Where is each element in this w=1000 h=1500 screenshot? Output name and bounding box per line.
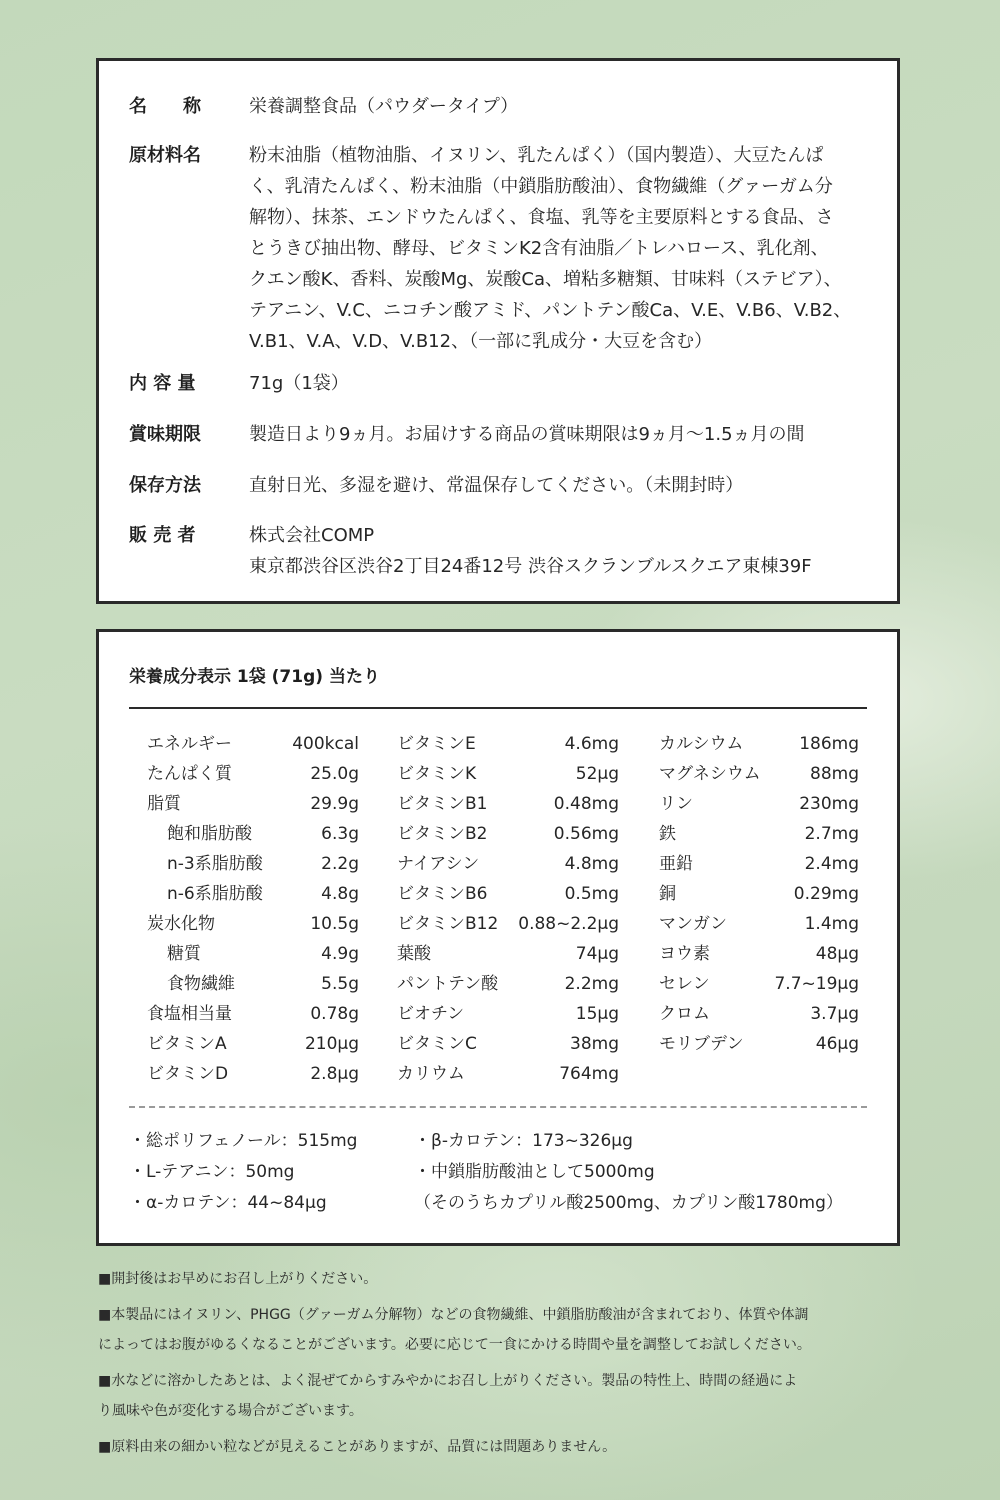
note-line: によってはお腹がゆるくなることがございます。必要に応じて一食にかける時間や量を調整してお試しください。 <box>98 1337 811 1353</box>
nutrient-name: ビタミンC <box>397 1034 477 1054</box>
nutrient-value: 6.3g <box>321 824 359 844</box>
nutrient-column-1 <box>147 729 359 1089</box>
nutrient-name: 鉄 <box>659 824 676 844</box>
nutrient-name: モリブデン <box>659 1034 744 1054</box>
nutrient-value: 0.29mg <box>793 884 859 904</box>
nutrient-value: 0.78g <box>310 1004 359 1024</box>
nutrient-row <box>659 729 859 759</box>
nutrient-row <box>147 999 359 1029</box>
nutrient-value: 2.8μg <box>310 1064 359 1084</box>
nutrient-value: 3.7μg <box>810 1004 859 1024</box>
ingredients-line: テアニン、V.C、ニコチン酸アミド、パントテン酸Ca、V.E、V.B6、V.B2、 <box>249 300 852 321</box>
nutrient-name: ナイアシン <box>397 854 480 874</box>
nutrient-value: 0.56mg <box>553 824 619 844</box>
expiry-label: 賞味期限 <box>129 424 201 445</box>
nutrient-row <box>397 819 619 849</box>
nutrient-row <box>147 759 359 789</box>
note-item <box>98 1366 908 1426</box>
nutrient-value: 0.48mg <box>553 794 619 814</box>
note-line: ■開封後はお早めにお召し上がりください。 <box>98 1271 378 1287</box>
nutrient-row <box>659 849 859 879</box>
nutrient-name: 飽和脂肪酸 <box>167 824 252 844</box>
nutrient-row <box>147 879 359 909</box>
nutrient-value: 25.0g <box>310 764 359 784</box>
note-item <box>98 1432 908 1462</box>
nutrient-value: 29.9g <box>310 794 359 814</box>
nutrient-value: 4.8g <box>321 884 359 904</box>
note-line: ■原料由来の細かい粒などが見えることがありますが、品質には問題ありません。 <box>98 1439 617 1455</box>
nutrient-value: 4.9g <box>321 944 359 964</box>
nutrient-row <box>147 909 359 939</box>
nutrient-value: 48μg <box>815 944 859 964</box>
ingredients-line: クエン酸K、香料、炭酸Mg、炭酸Ca、増粘多糖類、甘味料（ステビア）、 <box>249 269 842 290</box>
ingredients-line: とうきび抽出物、酵母、ビタミンK2含有油脂／トレハロース、乳化剤、 <box>249 238 829 259</box>
nutrient-name: たんぱく質 <box>147 764 232 784</box>
extra-item: ・総ポリフェノール：515mg <box>129 1131 358 1151</box>
nutrient-name: 炭水化物 <box>147 914 215 934</box>
note-line: ■本製品にはイヌリン、PHGG（グァーガム分解物）などの食物繊維、中鎖脂肪酸油が含まれており、体質や体調 <box>98 1307 809 1323</box>
nutrient-row <box>147 819 359 849</box>
content-value: 71g（1袋） <box>249 373 349 394</box>
nutrient-row <box>659 1029 859 1059</box>
nutrient-row <box>659 759 859 789</box>
nutrient-row <box>397 969 619 999</box>
nutrient-row <box>397 729 619 759</box>
nutrient-name: ビタミンB6 <box>397 884 488 904</box>
nutrient-value: 1.4mg <box>804 914 859 934</box>
expiry-value: 製造日より9ヵ月。お届けする商品の賞味期限は9ヵ月〜1.5ヵ月の間 <box>249 424 805 445</box>
nutrient-value: 230mg <box>799 794 859 814</box>
seller-value <box>249 520 879 582</box>
nutrient-row <box>147 729 359 759</box>
nutrient-name: エネルギー <box>147 734 232 754</box>
nutrient-name: 食物繊維 <box>167 974 235 994</box>
note-item <box>98 1264 908 1294</box>
nutrient-name: ビタミンB1 <box>397 794 488 814</box>
nutrient-value: 52μg <box>575 764 619 784</box>
dashed-divider <box>129 1106 867 1108</box>
nutrient-value: 2.4mg <box>804 854 859 874</box>
nutrient-value: 7.7~19μg <box>774 974 859 994</box>
nutrient-name: パントテン酸 <box>397 974 499 994</box>
nutrient-row <box>147 849 359 879</box>
nutrient-row <box>397 759 619 789</box>
ingredients-line: 粉末油脂（植物油脂、イヌリン、乳たんぱく）（国内製造）、大豆たんぱ <box>249 145 824 166</box>
seller-company: 株式会社COMP <box>249 525 375 546</box>
nutrient-name: ビタミンE <box>397 734 476 754</box>
nutrient-value: 38mg <box>570 1034 619 1054</box>
nutrient-value: 400kcal <box>292 734 359 754</box>
nutrient-name: ビタミンD <box>147 1064 229 1084</box>
extra-item: ・L-テアニン：50mg <box>129 1162 295 1182</box>
nutrient-row <box>659 879 859 909</box>
nutrient-row <box>147 1059 359 1089</box>
nutrient-name: 食塩相当量 <box>147 1004 232 1024</box>
nutrient-value: 764mg <box>559 1064 619 1084</box>
seller-label: 販 売 者 <box>129 525 196 546</box>
ingredients-line: く、乳清たんぱく、粉末油脂（中鎖脂肪酸油）、食物繊維（グァーガム分 <box>249 176 833 197</box>
nutrient-row <box>147 939 359 969</box>
nutrient-value: 186mg <box>799 734 859 754</box>
nutrient-name: 亜鉛 <box>659 854 693 874</box>
nutrient-name: クロム <box>659 1004 710 1024</box>
nutrient-name: n-3系脂肪酸 <box>167 854 263 874</box>
nutrient-value: 0.88~2.2μg <box>518 914 619 934</box>
nutrient-row <box>397 879 619 909</box>
nutrient-value: 10.5g <box>310 914 359 934</box>
nutrient-row <box>147 969 359 999</box>
nutrient-value: 74μg <box>575 944 619 964</box>
extras-left <box>129 1126 357 1219</box>
nutrient-row <box>659 969 859 999</box>
nutrient-name: 銅 <box>659 884 676 904</box>
nutrient-row <box>397 849 619 879</box>
nutrient-name: 葉酸 <box>397 944 431 964</box>
nutrient-row <box>147 1029 359 1059</box>
nutrient-name: 脂質 <box>147 794 181 814</box>
nutrient-value: 88mg <box>810 764 859 784</box>
nutrient-name: カルシウム <box>659 734 744 754</box>
nutrient-row <box>659 909 859 939</box>
nutrient-row <box>397 1029 619 1059</box>
ingredients-line: 解物）、抹茶、エンドウたんぱく、食塩、乳等を主要原料とする食品、さ <box>249 207 834 228</box>
nutrient-value: 0.5mg <box>564 884 619 904</box>
nutrient-row <box>659 789 859 819</box>
nutrient-value: 2.2mg <box>564 974 619 994</box>
nutrient-row <box>659 939 859 969</box>
nutrient-row <box>659 999 859 1029</box>
nutrient-name: n-6系脂肪酸 <box>167 884 263 904</box>
nutrient-name: ビタミンB2 <box>397 824 488 844</box>
nutrient-row <box>397 939 619 969</box>
nutrition-facts-panel <box>96 629 900 1246</box>
nutrient-name: ビオチン <box>397 1004 465 1024</box>
nutrient-value: 5.5g <box>321 974 359 994</box>
nutrient-value: 15μg <box>575 1004 619 1024</box>
nutrient-row <box>659 819 859 849</box>
nutrient-name: リン <box>659 794 693 814</box>
nutrient-name: セレン <box>659 974 710 994</box>
nutrient-value: 4.6mg <box>564 734 619 754</box>
title-divider <box>129 707 867 709</box>
extra-item: （そのうちカプリル酸2500mg、カプリン酸1780mg） <box>414 1193 843 1213</box>
nutrient-name: マグネシウム <box>659 764 761 784</box>
storage-label: 保存方法 <box>129 475 201 496</box>
nutrient-row <box>397 1059 619 1089</box>
nutrient-value: 2.2g <box>321 854 359 874</box>
nutrient-row <box>397 999 619 1029</box>
extra-item: ・α-カロテン：44~84μg <box>129 1193 327 1213</box>
nutrient-name: マンガン <box>659 914 727 934</box>
nutrient-row <box>397 789 619 819</box>
seller-address: 東京都渋谷区渋谷2丁目24番12号 渋谷スクランブルスクエア東棟39F <box>249 556 812 577</box>
extra-item: ・β-カロテン：173~326μg <box>414 1131 633 1151</box>
nutrient-value: 2.7mg <box>804 824 859 844</box>
extras-right <box>414 1126 843 1219</box>
ingredients-label: 原材料名 <box>129 145 201 166</box>
nutrient-name: 糖質 <box>167 944 201 964</box>
nutrient-value: 46μg <box>815 1034 859 1054</box>
nutrient-name: カリウム <box>397 1064 465 1084</box>
nutrient-row <box>397 909 619 939</box>
name-label: 名 称 <box>129 96 201 117</box>
nutrient-column-3 <box>659 729 859 1059</box>
nutrient-name: ヨウ素 <box>659 944 710 964</box>
extra-item: ・中鎖脂肪酸油として5000mg <box>414 1162 655 1182</box>
nutrient-name: ビタミンA <box>147 1034 227 1054</box>
content-label: 内 容 量 <box>129 373 196 394</box>
nutrient-value: 210μg <box>304 1034 359 1054</box>
note-line: り風味や色が変化する場合がございます。 <box>98 1403 363 1419</box>
nutrition-title: 栄養成分表示 1袋 (71g) 当たり <box>129 667 380 687</box>
ingredients-line: V.B1、V.A、V.D、V.B12、（一部に乳成分・大豆を含む） <box>249 331 713 352</box>
product-info-panel <box>96 58 900 604</box>
storage-value: 直射日光、多湿を避け、常温保存してください。（未開封時） <box>249 475 744 496</box>
name-value: 栄養調整食品（パウダータイプ） <box>249 96 519 117</box>
nutrient-value: 4.8mg <box>564 854 619 874</box>
notes-section <box>98 1264 908 1462</box>
note-item <box>98 1300 908 1360</box>
ingredients-value <box>249 140 879 357</box>
nutrient-row <box>147 789 359 819</box>
nutrient-name: ビタミンK <box>397 764 477 784</box>
nutrient-name: ビタミンB12 <box>397 914 499 934</box>
nutrient-column-2 <box>397 729 619 1089</box>
note-line: ■水などに溶かしたあとは、よく混ぜてからすみやかにお召し上がりください。製品の特性上、時間の経過によ <box>98 1373 798 1389</box>
